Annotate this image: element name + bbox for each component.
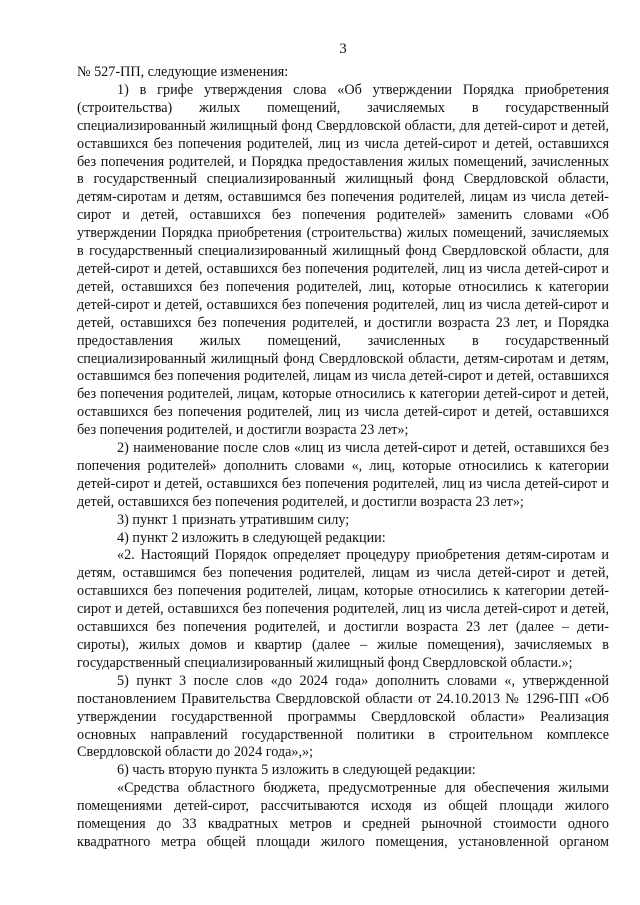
paragraph-item-4-text: «2. Настоящий Порядок определяет процедуру приобретения детям-сиротам и детям, оставшимся без попечения родителей, лицам из числа детей-сирот и детей, оставшихся без попечения родителей, лицам, которые относились к категории детей-сирот и детей, оставшихся без попечения родителей, лиц из числа детей-сирот и детей, оставшихся без попечения родителей, и достигли возраста 23 лет (далее – дети-сироты), жилых домов и квартир (далее – жилые помещения), зачисляемых в государственный специализированный жилищный фонд Свердловской области.»; [77,547,609,671]
paragraph-item-6-text: «Средства областного бюджета, предусмотренные для обеспечения жилыми помещениями детей-сирот, рассчитываются исходя из общей площади жилого помещения до 33 квадратных метров и средней рыночной стоимости одного квадратного метра общей площади жилого помещения, установленной органом [77,780,609,850]
document-page [77,38,609,852]
paragraph-item-6: 6) часть вторую пункта 5 изложить в следующей редакции: [117,762,476,779]
page-number: 3 [339,41,347,57]
paragraph-item-1: 1) в грифе утверждения слова «Об утверждении Порядка приобретения (строительства) жилых помещений, зачисляемых в государственный специализированный жилищный фонд Свердловской области, для детей-сирот и детей, оставшихся без попечения родителей, лиц из числа детей-сирот и детей, оставшихся без попечения родителей, и Порядка предоставления жилых помещений, зачисленных в государственный специализированный жилищный фонд Свердловской области, детям-сиротам и детям, оставшимся без попечения родителей, лицам из числа детей-сирот и детей, оставшихся без попечения родителей» заменить словами «Об утверждении Порядка приобретения (строительства) жилых помещений, зачисляемых в государственный специализированный жилищный фонд Свердловской области, для детей-сирот и детей, оставшихся без попечения родителей, лиц из числа детей-сирот и детей, оставшихся без попечения родителей, лиц, которые относились к категории детей-сирот и детей, оставшихся без попечения родителей, лиц из числа детей-сирот и детей, оставшихся без попечения родителей, и достигли возраста 23 лет, и Порядка предоставления жилых помещений, зачисленных в государственный специализированный жилищный фонд Свердловской области, детям-сиротам и детям, оставшимся без попечения родителей, лицам из числа детей-сирот и детей, оставшихся без попечения родителей, лицам, которые относились к категории детей-сирот и детей, оставшихся без попечения родителей, лиц из числа детей-сирот и детей, оставшихся без попечения родителей, и достигли возраста 23 лет»; [77,81,609,439]
paragraph-intro: № 527-ПП, следующие изменения: [77,64,289,80]
paragraph-item-5: 5) пункт 3 после слов «до 2024 года» дополнить словами «, утвержденной постановлением Правительства Свердловской области от 24.10.2013 № 1296-ПП «Об утверждении государственной программы Свердловской области» Реализация основных направлений государственной политики в строительном комплексе Свердловской области до 2024 года»,»; [77,672,609,761]
paragraph-item-4: 4) пункт 2 изложить в следующей редакции: [117,529,386,546]
paragraph-item-3: 3) пункт 1 признать утратившим силу; [117,511,350,528]
paragraph-item-2: 2) наименование после слов «лиц из числа детей-сирот и детей, оставшихся без попечения родителей» дополнить словами «, лиц, которые относились к категории детей-сирот и детей, оставшихся без попечения родителей, лиц из числа детей-сирот и детей, оставшихся без попечения родителей, и достигли возраста 23 лет»; [77,440,609,510]
